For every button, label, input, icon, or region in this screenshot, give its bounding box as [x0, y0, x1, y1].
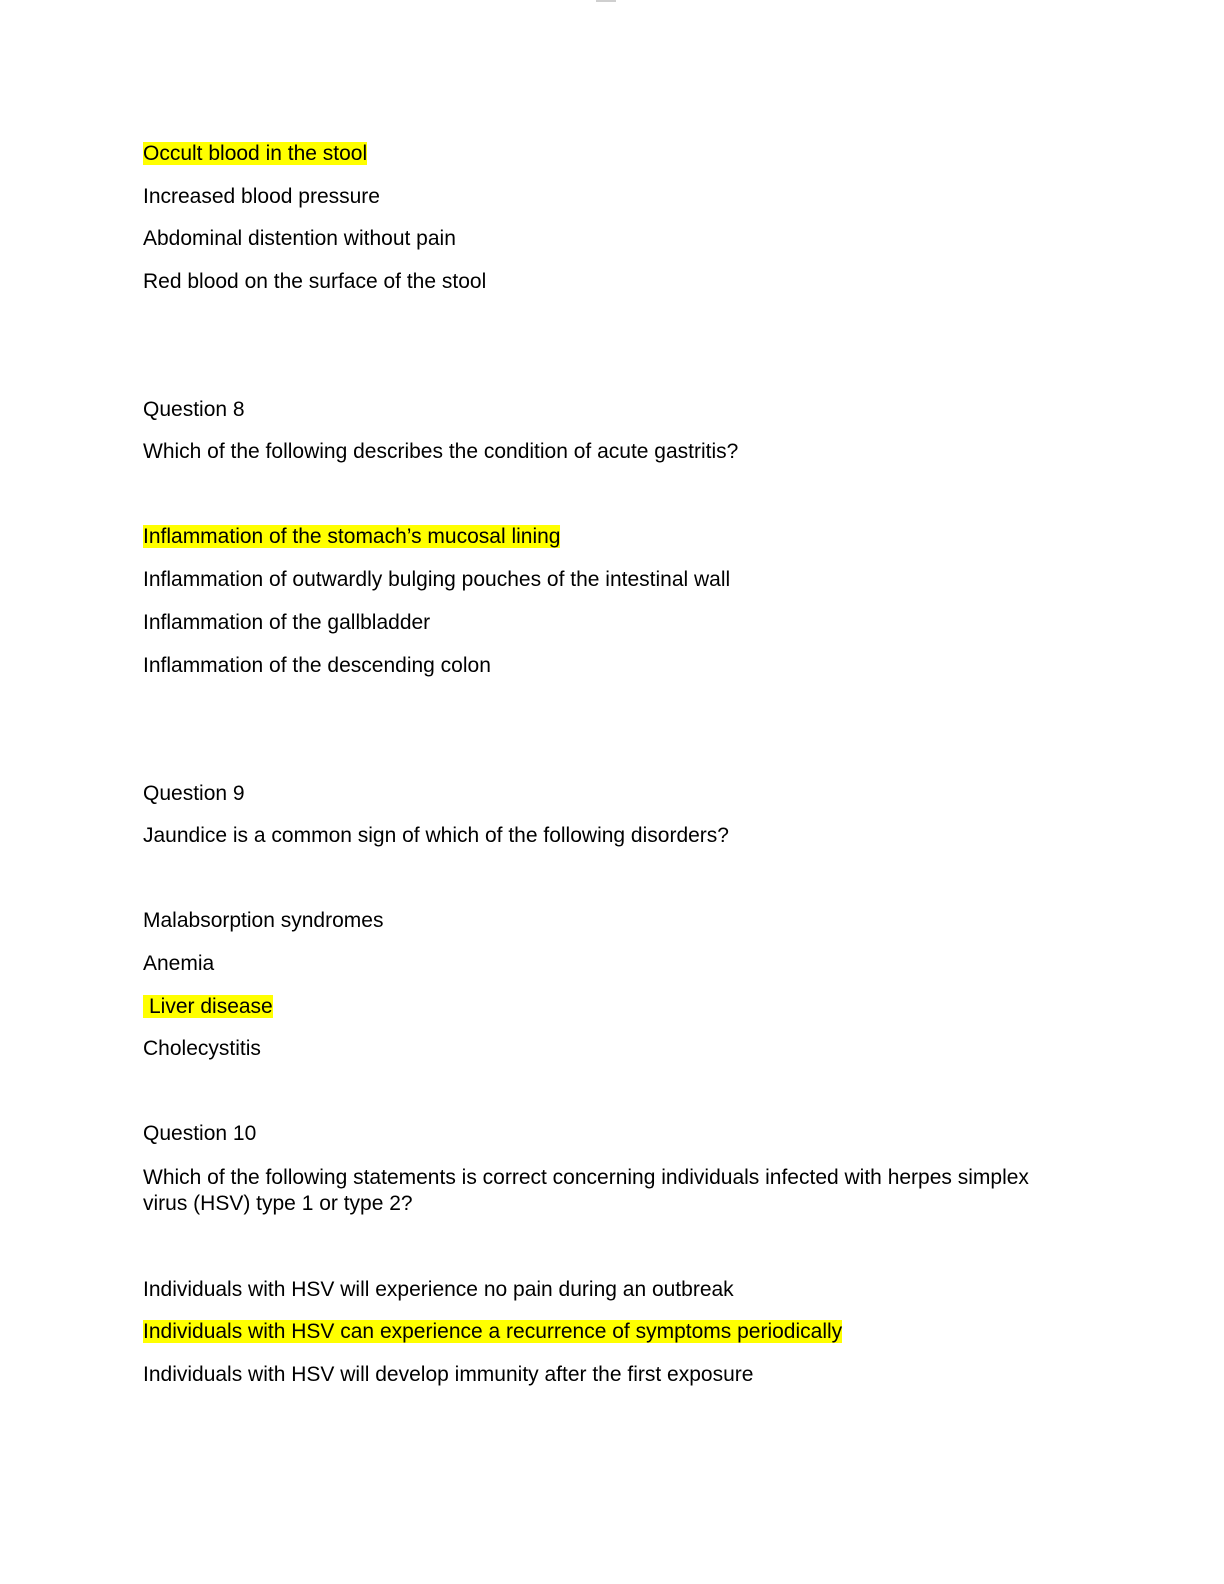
- q9-option-3-text: Liver disease: [143, 995, 273, 1018]
- q10-option-1-text: Individuals with HSV will experience no pain during an outbreak: [143, 1278, 734, 1301]
- q8-option-2-text: Inflammation of outwardly bulging pouches of the intestinal wall: [143, 568, 731, 591]
- q8-title: Question 8: [143, 398, 245, 421]
- q9-option-1: [143, 908, 383, 934]
- q10-option-2: [143, 1319, 842, 1345]
- q8-option-3-text: Inflammation of the gallbladder: [143, 611, 431, 634]
- q9-title: Question 9: [143, 782, 245, 805]
- q7-option-2-text: Increased blood pressure: [143, 185, 380, 208]
- q7-option-2: [143, 184, 380, 210]
- q8-option-1: [143, 524, 560, 550]
- q7-option-3-text: Abdominal distention without pain: [143, 227, 456, 250]
- q9-option-2: [143, 951, 214, 977]
- q9-option-2-text: Anemia: [143, 952, 215, 975]
- q10-option-2-text: Individuals with HSV can experience a recurrence of symptoms periodically: [143, 1320, 843, 1343]
- q9-option-4: [143, 1036, 261, 1062]
- q9-option-4-text: Cholecystitis: [143, 1037, 261, 1060]
- q10-option-3-text: Individuals with HSV will develop immunity after the first exposure: [143, 1363, 754, 1386]
- q8-option-4: [143, 653, 491, 679]
- q9-prompt: Jaundice is a common sign of which of the following disorders?: [143, 824, 729, 847]
- q10-option-1: [143, 1277, 734, 1303]
- q7-option-3: [143, 226, 456, 252]
- q10-option-3: [143, 1362, 753, 1388]
- q9-option-3: [143, 994, 273, 1020]
- q8-prompt: Which of the following describes the condition of acute gastritis?: [143, 440, 739, 463]
- q8-option-4-text: Inflammation of the descending colon: [143, 654, 491, 677]
- page-header-mark: [596, 0, 616, 2]
- q7-option-4: [143, 269, 486, 295]
- q10-title: Question 10: [143, 1122, 257, 1145]
- q7-option-4-text: Red blood on the surface of the stool: [143, 270, 487, 293]
- q8-option-1-text: Inflammation of the stomach’s mucosal lining: [143, 525, 561, 548]
- q9-option-1-text: Malabsorption syndromes: [143, 909, 384, 932]
- q7-option-1-text: Occult blood in the stool: [143, 142, 368, 165]
- q8-option-3: [143, 610, 430, 636]
- q10-prompt: Which of the following statements is correct concerning individuals infected with herpes simplex virus (HSV) type 1 or type 2?: [143, 1166, 1029, 1215]
- q7-option-1: [143, 141, 367, 167]
- q8-option-2: [143, 567, 730, 593]
